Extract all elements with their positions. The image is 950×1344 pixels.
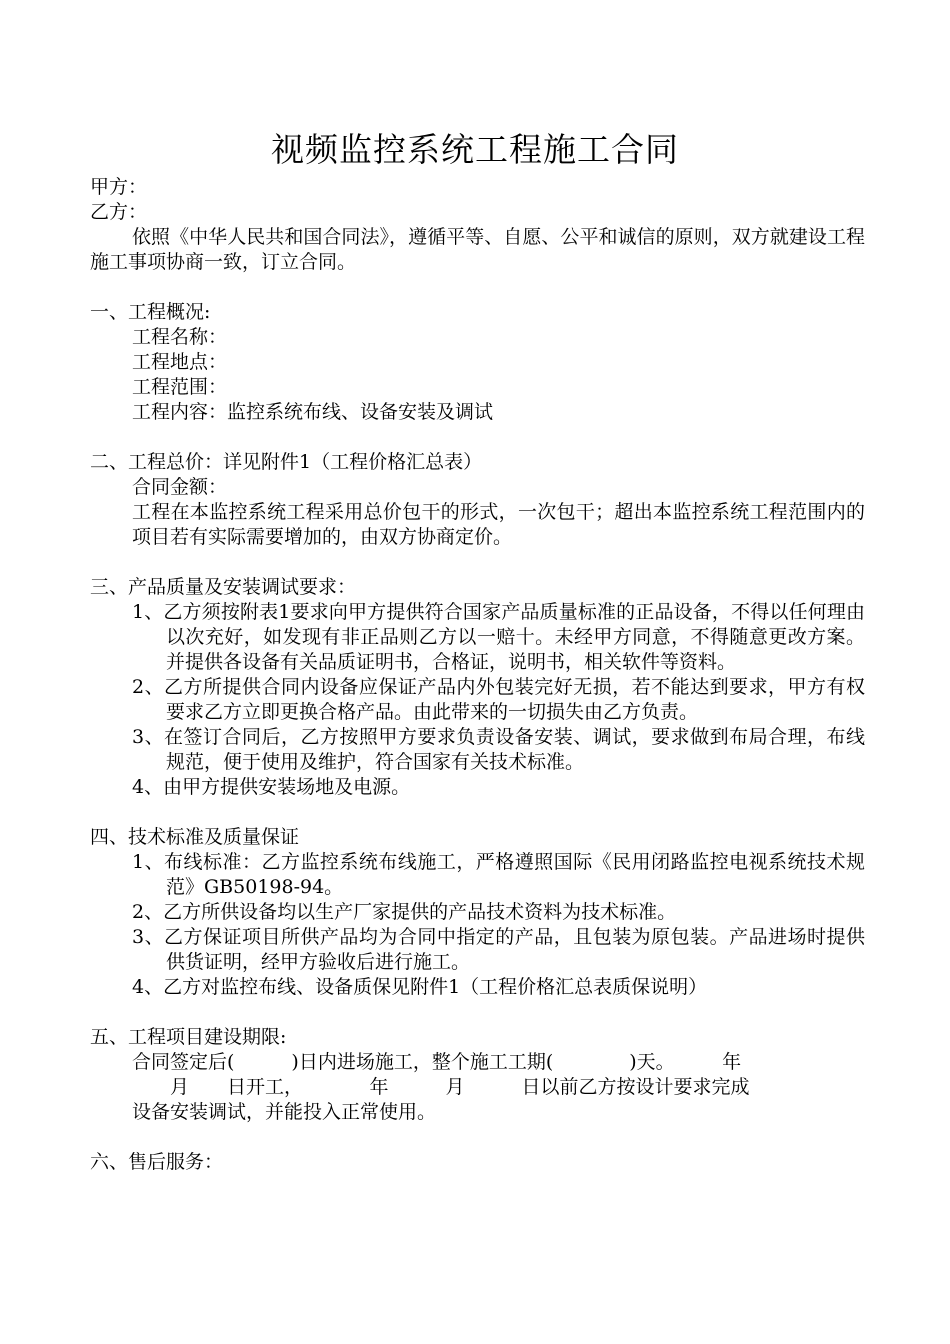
project-content-field: 工程内容：监控系统布线、设备安装及调试	[132, 401, 494, 423]
schedule-line-2: 月 日开工， 年 月 日以前乙方按设计要求完成	[132, 1076, 750, 1098]
project-name-field: 工程名称：	[132, 326, 228, 348]
project-scope-field: 工程范围：	[132, 376, 228, 398]
quality-item: 4、由甲方提供安装场地及电源。	[132, 776, 411, 798]
standard-item: 3、乙方保证项目所供产品均为合同中指定的产品，且包装为原包装。产品进场时提供供货证明，经甲方验收后进行施工。	[132, 926, 865, 973]
party-b-label: 乙方：	[90, 201, 148, 223]
schedule-line-1: 合同签定后( )日内进场施工，整个施工工期( )天。 年	[132, 1051, 742, 1073]
standard-item: 1、布线标准：乙方监控系统布线施工，严格遵照国际《民用闭路监控电视系统技术规范》GB50198-94。	[132, 851, 865, 898]
preamble-paragraph: 依照《中华人民共和国合同法》，遵循平等、自愿、公平和诚信的原则，双方就建设工程施工事项协商一致，订立合同。	[90, 226, 865, 273]
document-body	[90, 175, 865, 1175]
section-1-heading: 一、工程概况:	[90, 301, 211, 323]
section-6-heading: 六、售后服务：	[90, 1151, 224, 1173]
quality-item: 1、乙方须按附表1要求向甲方提供符合国家产品质量标准的正品设备，不得以任何理由以次充好，如发现有非正品则乙方以一赔十。未经甲方同意，不得随意更改方案。并提供各设备有关品质证明书，合格证，说明书，相关软件等资料。	[132, 601, 865, 673]
contract-amount-field: 合同金额：	[132, 476, 228, 498]
section-4-heading: 四、技术标准及质量保证	[90, 826, 300, 848]
quality-item: 3、在签订合同后，乙方按照甲方要求负责设备安装、调试，要求做到布局合理，布线规范，便于使用及维护，符合国家有关技术标准。	[132, 726, 865, 773]
document-title: 视频监控系统工程施工合同	[271, 130, 679, 169]
section-3-heading: 三、产品质量及安装调试要求：	[90, 576, 357, 598]
party-a-label: 甲方：	[90, 176, 148, 198]
quality-item: 2、乙方所提供合同内设备应保证产品内外包装完好无损，若不能达到要求，甲方有权要求乙方立即更换合格产品。由此带来的一切损失由乙方负责。	[132, 676, 865, 723]
section-5-heading: 五、工程项目建设期限:	[90, 1026, 287, 1048]
standard-item: 2、乙方所供设备均以生产厂家提供的产品技术资料为技术标准。	[132, 901, 677, 923]
price-paragraph: 工程在本监控系统工程采用总价包干的形式，一次包干；超出本监控系统工程范围内的项目若有实际需要增加的，由双方协商定价。	[132, 501, 865, 548]
schedule-line-3: 设备安装调试，并能投入正常使用。	[132, 1101, 437, 1123]
standard-item: 4、乙方对监控布线、设备质保见附件1（工程价格汇总表质保说明）	[132, 976, 708, 998]
section-2-heading: 二、工程总价：详见附件1（工程价格汇总表）	[90, 451, 483, 473]
project-location-field: 工程地点：	[132, 351, 228, 373]
